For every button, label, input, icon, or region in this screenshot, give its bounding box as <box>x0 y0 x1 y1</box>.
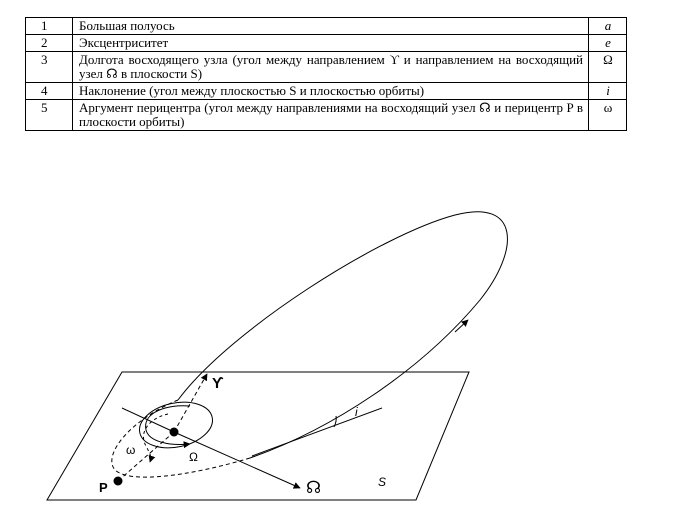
orbit-hidden-arc <box>112 400 250 477</box>
element-symbol: ω <box>589 100 627 131</box>
node-label: ☊ <box>306 478 322 497</box>
aries-label: ϒ <box>212 375 224 392</box>
omega-upper-label: Ω <box>189 450 198 464</box>
element-symbol: a <box>589 18 627 35</box>
plane-label: S <box>378 475 387 489</box>
central-body <box>170 428 179 437</box>
inclination-reference-line <box>252 408 382 456</box>
element-name: Долгота восходящего узла (угол между направлением ϒ и направлением на восходящий узел ☊ в плоскости S) <box>73 52 589 83</box>
element-name: Наклонение (угол между плоскостью S и плоскостью орбиты) <box>73 83 589 100</box>
element-name: Большая полуось <box>73 18 589 35</box>
inclination-label: i <box>355 405 358 419</box>
pericenter-point <box>114 477 123 486</box>
orbit-visible-arc <box>178 212 507 458</box>
row-number: 3 <box>26 52 73 83</box>
omega-lower-label: ω <box>126 443 136 457</box>
pericenter-argument-arc <box>143 414 168 462</box>
row-number: 5 <box>26 100 73 131</box>
row-number: 2 <box>26 35 73 52</box>
pericenter-label: P <box>99 480 108 495</box>
element-name: Аргумент перицентра (угол между направлениями на восходящий узел ☊ и перицентр P в плоскости орбиты) <box>73 100 589 131</box>
element-symbol: e <box>589 35 627 52</box>
row-number: 1 <box>26 18 73 35</box>
element-name: Эксцентриситет <box>73 35 589 52</box>
line-of-nodes-back <box>122 408 174 432</box>
element-symbol: Ω <box>589 52 627 83</box>
row-number: 4 <box>26 83 73 100</box>
element-symbol: i <box>589 83 627 100</box>
reference-plane <box>47 372 469 500</box>
